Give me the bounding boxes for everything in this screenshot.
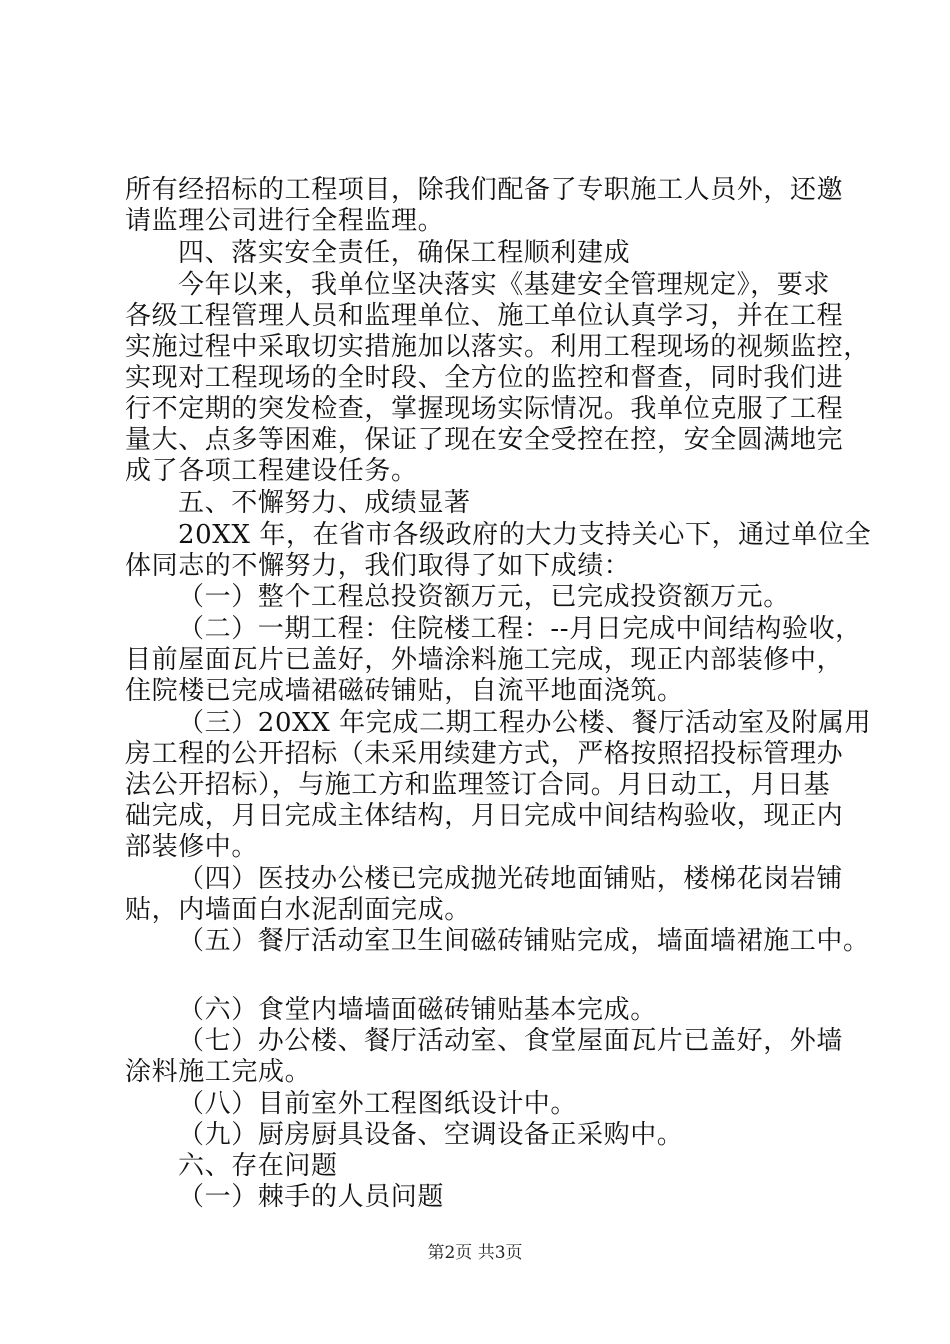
body-text-line: 目前屋面瓦片已盖好，外墙涂料施工完成，现正内部装修中， (125, 645, 844, 675)
list-item: （四）医技办公楼已完成抛光砖地面铺贴，楼梯花岗岩铺 (178, 864, 844, 894)
list-item: （七）办公楼、餐厅活动室、食堂屋面瓦片已盖好，外墙 (178, 1026, 844, 1056)
body-text-line: 请监理公司进行全程监理。 (125, 206, 445, 236)
list-item: （三）20XX 年完成二期工程办公楼、餐厅活动室及附属用 (178, 708, 872, 738)
body-text-line: 各级工程管理人员和监理单位、施工单位认真学习，并在工程 (125, 301, 844, 331)
body-text-line: 20XX 年，在省市各级政府的大力支持关心下，通过单位全 (178, 520, 872, 550)
body-text-line: 实现对工程现场的全时段、全方位的监控和督查，同时我们进 (125, 363, 844, 393)
body-text-line: 实施过程中采取切实措施加以落实。利用工程现场的视频监控， (125, 332, 870, 362)
section-heading: 五、不懈努力、成绩显著 (178, 488, 471, 518)
page-number-footer: 第2页 共3页 (427, 1243, 523, 1263)
body-text-line: 部装修中。 (125, 832, 259, 862)
body-text-line: 今年以来，我单位坚决落实《基建安全管理规定》，要求 (178, 270, 831, 300)
list-item: （八）目前室外工程图纸设计中。 (178, 1089, 578, 1119)
section-heading: 六、存在问题 (178, 1151, 338, 1181)
list-item: （一）整个工程总投资额万元，已完成投资额万元。 (178, 582, 790, 612)
body-text-line: 量大、点多等困难，保证了现在安全受控在控，安全圆满地完 (125, 425, 844, 455)
body-text-line: 房工程的公开招标（未采用续建方式，严格按照招投标管理办 (125, 739, 844, 769)
body-text-line: 法公开招标），与施工方和监理签订合同。月日动工，月日基 (125, 770, 831, 800)
body-text-line: 础完成，月日完成主体结构，月日完成中间结构验收，现正内 (125, 801, 844, 831)
list-item: （五）餐厅活动室卫生间磁砖铺贴完成，墙面墙裙施工中。 (178, 926, 870, 956)
body-text-line: 行不定期的突发检查，掌握现场实际情况。我单位克服了工程 (125, 394, 844, 424)
body-text-line: 所有经招标的工程项目，除我们配备了专职施工人员外，还邀 (125, 175, 844, 205)
body-text-line: 成了各项工程建设任务。 (125, 456, 418, 486)
list-item: （一）棘手的人员问题 (178, 1182, 445, 1212)
list-item: （二）一期工程：住院楼工程：--月日完成中间结构验收， (178, 614, 862, 644)
body-text-line: 体同志的不懈努力，我们取得了如下成绩： (125, 551, 631, 581)
list-item: （六）食堂内墙墙面磁砖铺贴基本完成。 (178, 995, 657, 1025)
body-text-line: 贴，内墙面白水泥刮面完成。 (125, 895, 471, 925)
section-heading: 四、落实安全责任，确保工程顺利建成 (178, 238, 631, 268)
body-text-line: 住院楼已完成墙裙磁砖铺贴，自流平地面浇筑。 (125, 676, 684, 706)
list-item: （九）厨房厨具设备、空调设备正采购中。 (178, 1120, 684, 1150)
body-text-line: 涂料施工完成。 (125, 1057, 312, 1087)
